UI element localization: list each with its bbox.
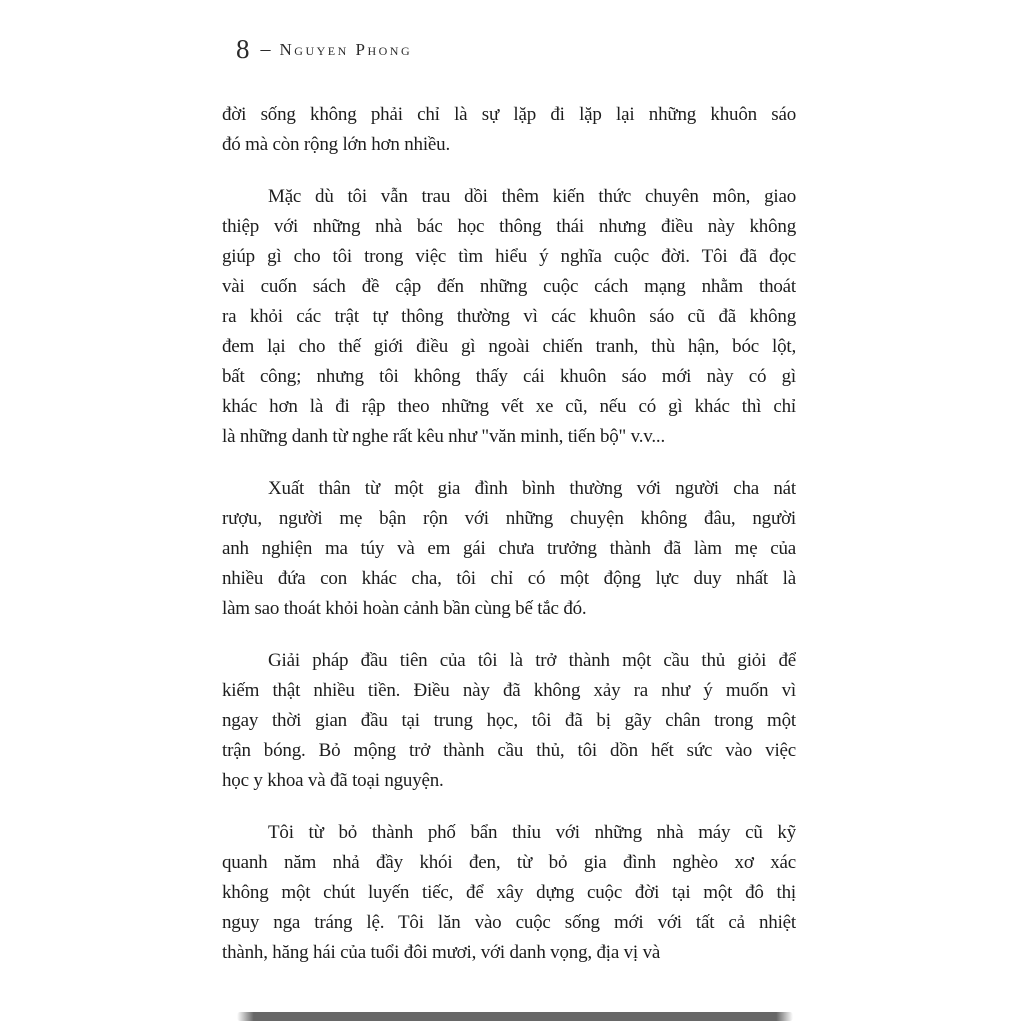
text-line: rượu, người mẹ bận rộn với những chuyện không đâu, người — [222, 508, 796, 529]
paragraph — [222, 818, 796, 968]
page-number: 8 — [236, 34, 250, 64]
text-line: đem lại cho thế giới điều gì ngoài chiến tranh, thù hận, bóc lột, — [222, 336, 796, 357]
text-line: Mặc dù tôi vẫn trau dồi thêm kiến thức chuyên môn, giao — [268, 186, 796, 207]
header-separator-dash: – — [260, 38, 271, 60]
paragraph — [222, 182, 796, 452]
page-body-text — [222, 100, 796, 990]
page-bottom-scan-shadow — [237, 1012, 793, 1021]
text-line: không một chút luyến tiếc, để xây dựng cuộc đời tại một đô thị — [222, 882, 796, 903]
paragraph — [222, 474, 796, 624]
text-line: Tôi từ bỏ thành phố bẩn thỉu với những nhà máy cũ kỹ — [268, 822, 796, 843]
paragraph — [222, 100, 796, 160]
text-line: bất công; nhưng tôi không thấy cái khuôn sáo mới này có gì — [222, 366, 796, 387]
text-line: nhiều đứa con khác cha, tôi chỉ có một động lực duy nhất là — [222, 568, 796, 589]
text-line: nguy nga tráng lệ. Tôi lăn vào cuộc sống mới với tất cả nhiệt — [222, 912, 796, 933]
text-line: ra khỏi các trật tự thông thường vì các khuôn sáo cũ đã không — [222, 306, 796, 327]
text-line: trận bóng. Bỏ mộng trở thành cầu thủ, tôi dồn hết sức vào việc — [222, 740, 796, 761]
paragraph — [222, 646, 796, 796]
text-line: thành, hăng hái của tuổi đôi mươi, với danh vọng, địa vị và — [222, 942, 661, 963]
text-line: đời sống không phải chỉ là sự lặp đi lặp lại những khuôn sáo — [222, 104, 796, 125]
text-line: quanh năm nhả đầy khói đen, từ bỏ gia đình nghèo xơ xác — [222, 852, 796, 873]
text-line: học y khoa và đã toại nguyện. — [222, 770, 444, 791]
text-line: là những danh từ nghe rất kêu như "văn minh, tiến bộ" v.v... — [222, 426, 665, 447]
running-head-author: Nguyen Phong — [279, 40, 413, 59]
text-line: khác hơn là đi rập theo những vết xe cũ, nếu có gì khác thì chỉ — [222, 396, 796, 417]
text-line: Xuất thân từ một gia đình bình thường với người cha nát — [268, 478, 796, 499]
text-line: ngay thời gian đầu tại trung học, tôi đã bị gãy chân trong một — [222, 710, 796, 731]
text-line: làm sao thoát khỏi hoàn cảnh bần cùng bế tắc đó. — [222, 598, 587, 619]
text-line: đó mà còn rộng lớn hơn nhiều. — [222, 134, 451, 155]
text-line: anh nghiện ma túy và em gái chưa trưởng thành đã làm mẹ của — [222, 538, 796, 559]
text-line: kiếm thật nhiều tiền. Điều này đã không xảy ra như ý muốn vì — [222, 680, 796, 701]
text-line: thiệp với những nhà bác học thông thái nhưng điều này không — [222, 216, 796, 237]
running-head — [236, 36, 412, 64]
text-line: Giải pháp đầu tiên của tôi là trở thành một cầu thủ giỏi để — [268, 650, 796, 671]
text-line: vài cuốn sách đề cập đến những cuộc cách mạng nhằm thoát — [222, 276, 796, 297]
text-line: giúp gì cho tôi trong việc tìm hiểu ý nghĩa cuộc đời. Tôi đã đọc — [222, 246, 796, 267]
